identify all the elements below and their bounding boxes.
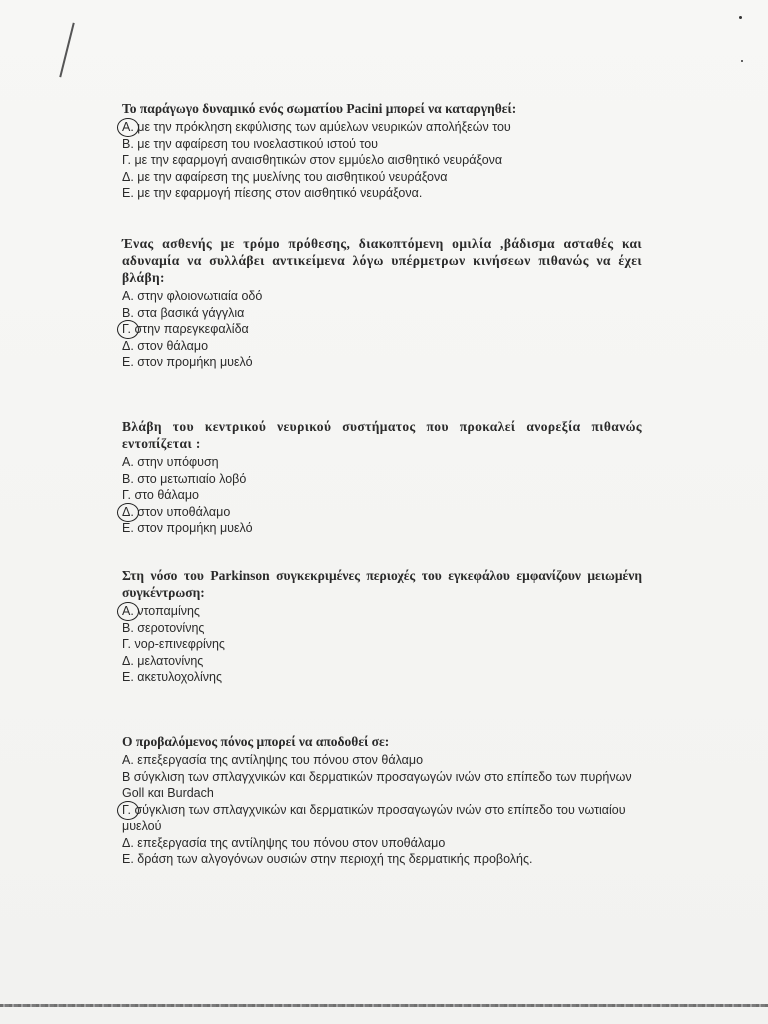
answer-options bbox=[122, 288, 642, 371]
answer-option bbox=[122, 620, 642, 637]
answer-text: Β σύγκλιση των σπλαγχνικών και δερματικών προσαγωγών ινών στο επίπεδο των πυρήνων Goll και Burdach bbox=[122, 769, 632, 800]
answer-option bbox=[122, 305, 642, 322]
question-1 bbox=[122, 100, 642, 202]
answer-option bbox=[122, 752, 642, 769]
answer-option bbox=[122, 520, 642, 537]
answer-text: Ε. ακετυλοχολίνης bbox=[122, 670, 222, 684]
answer-option bbox=[122, 769, 642, 802]
answer-option bbox=[122, 354, 642, 371]
question-5 bbox=[122, 733, 642, 868]
answer-option bbox=[122, 152, 642, 169]
question-4 bbox=[122, 567, 642, 686]
answer-text: Ε. στον προμήκη μυελό bbox=[122, 355, 253, 369]
answer-option bbox=[122, 653, 642, 670]
answer-text: Ε. στον προμήκη μυελό bbox=[122, 521, 253, 535]
answer-options bbox=[122, 752, 642, 868]
answer-text: Α. ντοπαμίνης bbox=[122, 604, 200, 618]
answer-option bbox=[122, 851, 642, 868]
pen-stroke bbox=[59, 23, 74, 78]
answer-option bbox=[122, 454, 642, 471]
answer-text: Β. με την αφαίρεση του ινοελαστικού ιστού του bbox=[122, 136, 379, 151]
question-3 bbox=[122, 418, 642, 537]
answer-text: Δ. με την αφαίρεση της μυελίνης του αισθητικού νευράξονα bbox=[122, 169, 448, 184]
answer-option bbox=[122, 136, 642, 153]
question-stem: Το παράγωγο δυναμικό ενός σωματίου Pacini μπορεί να καταργηθεί: bbox=[122, 101, 517, 116]
answer-text: Γ. με την εφαρμογή αναισθητικών στον εμμύελο αισθητικό νευράξονα bbox=[122, 153, 503, 167]
question-2 bbox=[122, 235, 642, 371]
answer-text: Δ. επεξεργασία της αντίληψης του πόνου στον υποθάλαμο bbox=[122, 835, 446, 850]
answer-option bbox=[122, 504, 642, 521]
answer-text: Α. στην υπόφυση bbox=[122, 455, 219, 469]
answer-options bbox=[122, 454, 642, 537]
question-stem: Βλάβη του κεντρικού νευρικού συστήματος που προκαλεί ανορεξία πιθανώς εντοπίζεται : bbox=[122, 419, 642, 451]
question-stem: Ο προβαλόμενος πόνος μπορεί να αποδοθεί σε: bbox=[122, 734, 390, 749]
answer-options bbox=[122, 603, 642, 686]
scan-speck bbox=[739, 16, 742, 19]
answer-option bbox=[122, 321, 642, 338]
question-stem: Ένας ασθενής με τρόμο πρόθεσης, διακοπτόμενη ομιλία ,βάδισμα ασταθές και αδυναμία να συλλάβει αντικείμενα λόγω υπέρμετρων κινήσεων πιθανώς να έχει βλάβη: bbox=[122, 236, 642, 285]
answer-text: Α. με την πρόκληση εκφύλισης των αμύελων νευρικών απολήξεών του bbox=[122, 120, 511, 134]
answer-option bbox=[122, 802, 642, 835]
answer-option bbox=[122, 338, 642, 355]
answer-text: Γ. σύγκλιση των σπλαγχνικών και δερματικών προσαγωγών ινών στο επίπεδο του νωτιαίου μυελού bbox=[122, 802, 626, 833]
answer-text: Δ. στον υποθάλαμο bbox=[122, 504, 231, 519]
answer-option bbox=[122, 487, 642, 504]
answer-option bbox=[122, 185, 642, 202]
answer-text: Δ. μελατονίνης bbox=[122, 653, 204, 668]
answer-text: Ε. με την εφαρμογή πίεσης στον αισθητικό νευράξονα. bbox=[122, 186, 423, 200]
answer-option bbox=[122, 636, 642, 653]
scan-speck bbox=[741, 60, 743, 62]
scan-edge-line bbox=[0, 1004, 768, 1007]
answer-text: Δ. στον θάλαμο bbox=[122, 338, 209, 353]
answer-option bbox=[122, 835, 642, 852]
question-stem: Στη νόσο του Parkinson συγκεκριμένες περιοχές του εγκεφάλου εμφανίζουν μειωμένη συγκέντρωση: bbox=[122, 568, 642, 600]
answer-text: Β. στο μετωπιαίο λοβό bbox=[122, 471, 247, 486]
answer-text: Γ. νορ-επινεφρίνης bbox=[122, 637, 225, 651]
answer-text: Γ. στο θάλαμο bbox=[122, 488, 199, 502]
answer-text: Β. στα βασικά γάγγλια bbox=[122, 305, 245, 320]
answer-text: Α. στην φλοιονωτιαία οδό bbox=[122, 289, 263, 303]
answer-text: Β. σεροτονίνης bbox=[122, 620, 205, 635]
answer-text: Ε. δράση των αλγογόνων ουσιών στην περιοχή της δερματικής προβολής. bbox=[122, 852, 533, 866]
answer-options bbox=[122, 119, 642, 202]
answer-option bbox=[122, 119, 642, 136]
answer-text: Α. επεξεργασία της αντίληψης του πόνου στον θάλαμο bbox=[122, 753, 424, 767]
answer-option bbox=[122, 288, 642, 305]
answer-option bbox=[122, 603, 642, 620]
answer-option bbox=[122, 471, 642, 488]
answer-text: Γ. στην παρεγκεφαλίδα bbox=[122, 322, 249, 336]
answer-option bbox=[122, 169, 642, 186]
answer-option bbox=[122, 669, 642, 686]
